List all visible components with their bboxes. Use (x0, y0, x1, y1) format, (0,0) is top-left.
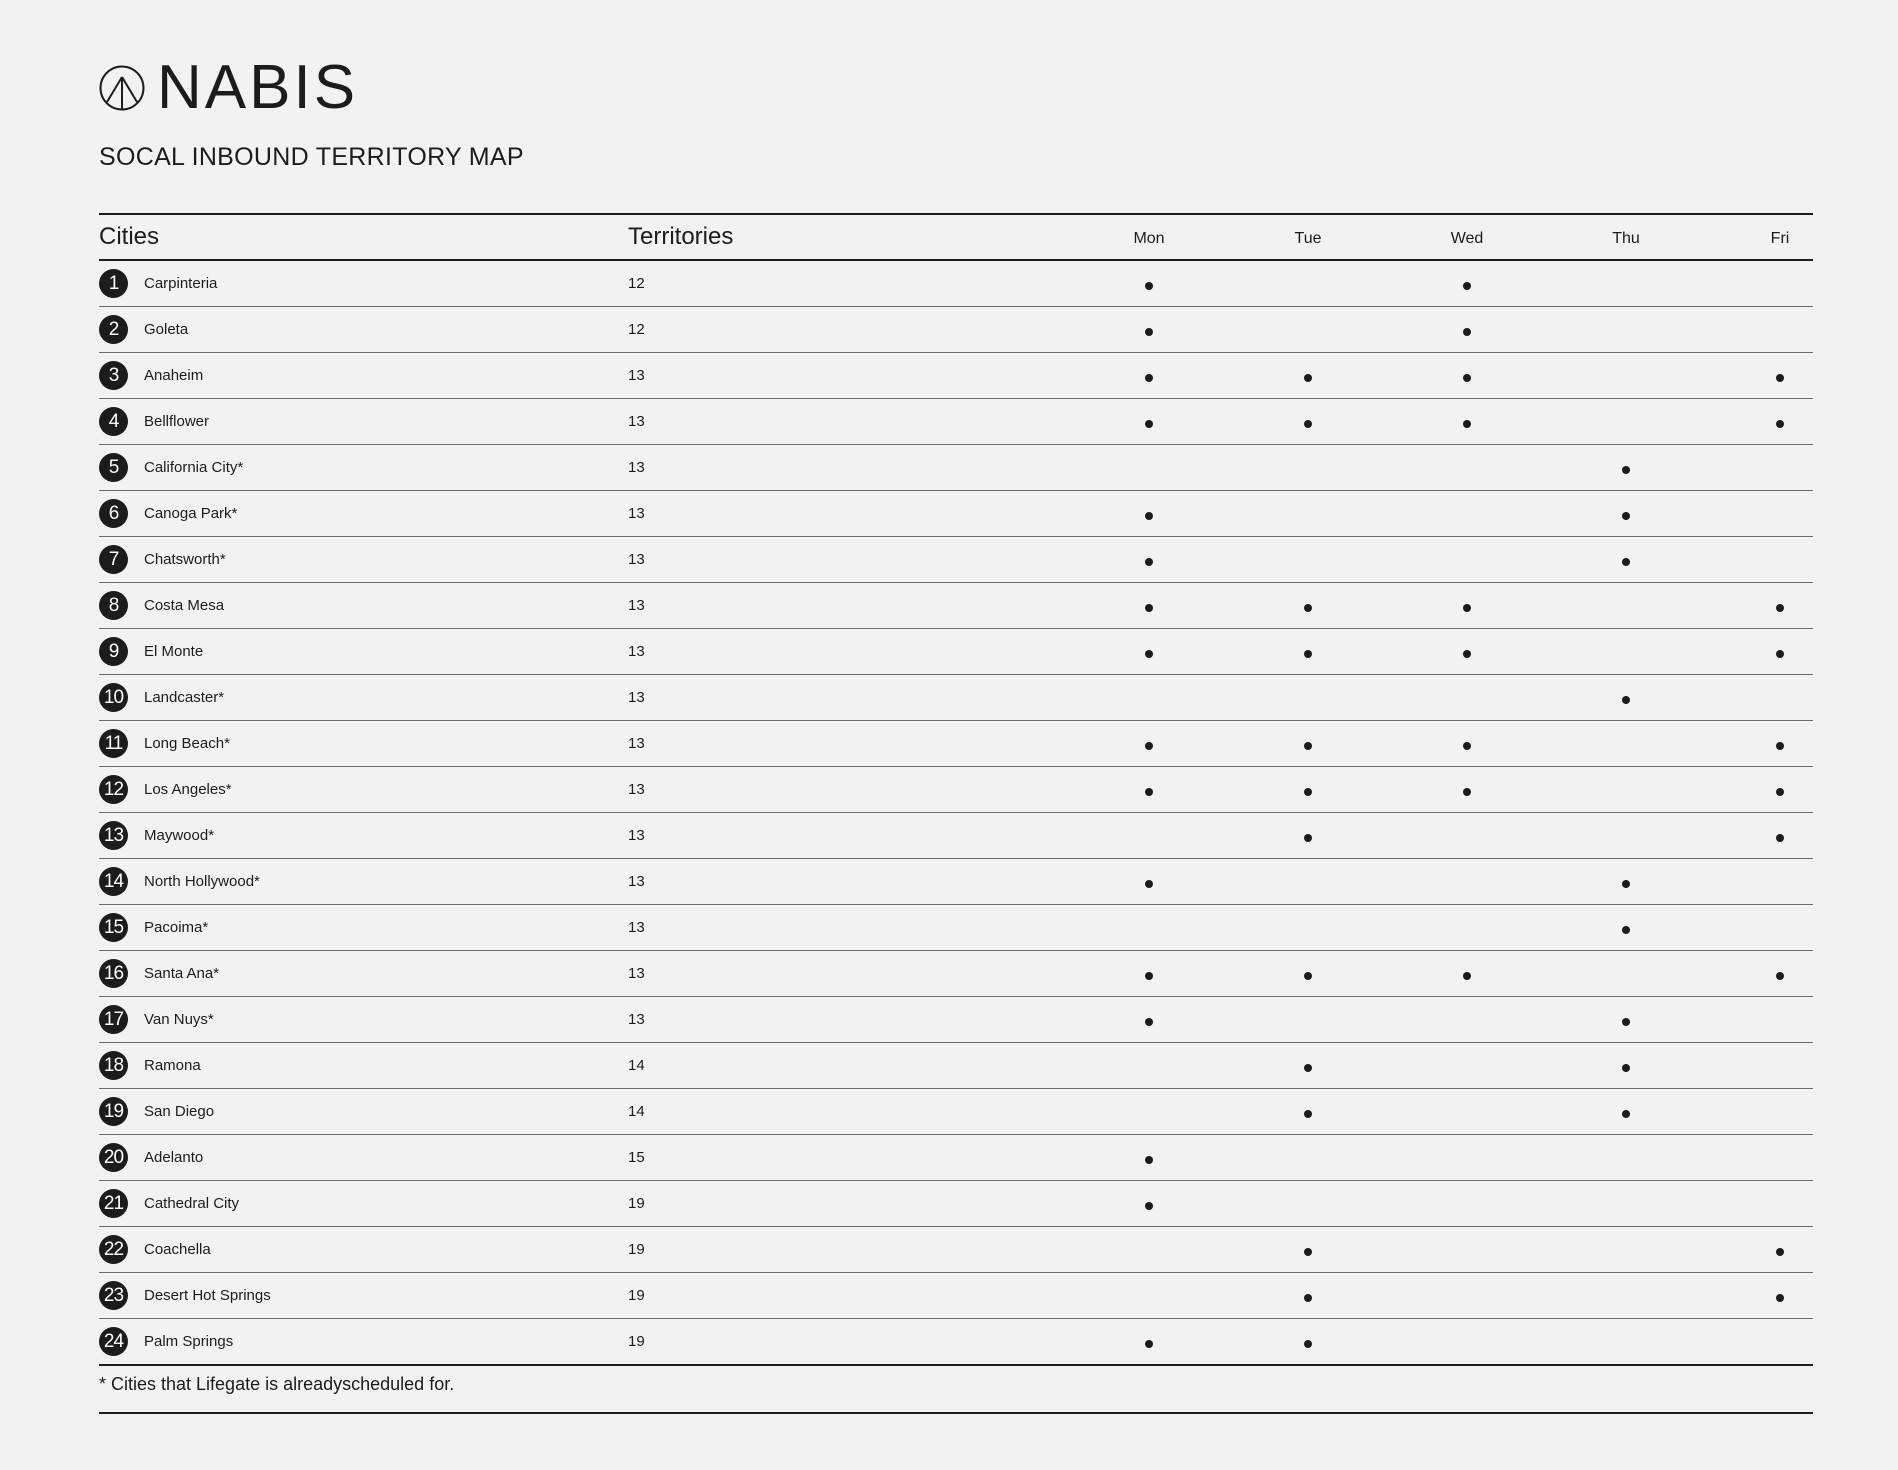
schedule-dot-wed (1463, 650, 1471, 658)
city-name: Los Angeles* (144, 781, 232, 798)
territory-number: 13 (628, 643, 645, 660)
column-header-thu: Thu (1612, 230, 1640, 247)
schedule-dot-wed (1463, 742, 1471, 750)
territory-number: 13 (628, 505, 645, 522)
row-number-badge: 21 (99, 1189, 128, 1218)
territory-number: 13 (628, 965, 645, 982)
schedule-dot-wed (1463, 328, 1471, 336)
footnote-section (99, 1356, 1813, 1414)
schedule-dot-fri (1776, 788, 1784, 796)
table-row (99, 1043, 1813, 1089)
schedule-dot-mon (1145, 420, 1153, 428)
row-number-badge: 18 (99, 1051, 128, 1080)
schedule-dot-mon (1145, 972, 1153, 980)
row-number-badge: 2 (99, 315, 128, 344)
city-name: Anaheim (144, 367, 204, 384)
table-row (99, 629, 1813, 675)
column-header-territories: Territories (628, 223, 734, 250)
table-row (99, 1135, 1813, 1181)
schedule-dot-fri (1776, 1294, 1784, 1302)
table-row (99, 1273, 1813, 1319)
row-number-badge: 15 (99, 913, 128, 942)
table-row (99, 721, 1813, 767)
nabis-logo-icon (99, 65, 145, 111)
table-row (99, 675, 1813, 721)
schedule-dot-fri (1776, 972, 1784, 980)
territory-number: 13 (628, 827, 645, 844)
row-number-badge: 12 (99, 775, 128, 804)
schedule-dot-mon (1145, 650, 1153, 658)
schedule-dot-wed (1463, 604, 1471, 612)
schedule-dot-mon (1145, 512, 1153, 520)
schedule-dot-fri (1776, 374, 1784, 382)
schedule-dot-fri (1776, 1248, 1784, 1256)
column-header-fri: Fri (1770, 230, 1790, 247)
schedule-dot-tue (1304, 374, 1312, 382)
row-number-badge: 10 (99, 683, 128, 712)
schedule-dot-thu (1622, 1018, 1630, 1026)
territory-number: 13 (628, 551, 645, 568)
schedule-dot-mon (1145, 374, 1153, 382)
schedule-dot-thu (1622, 512, 1630, 520)
schedule-dot-fri (1776, 420, 1784, 428)
table-row (99, 445, 1813, 491)
territory-number: 19 (628, 1333, 645, 1350)
row-number-badge: 4 (99, 407, 128, 436)
table-row (99, 583, 1813, 629)
schedule-dot-tue (1304, 420, 1312, 428)
territory-number: 13 (628, 367, 645, 384)
table-row (99, 537, 1813, 583)
schedule-dot-thu (1622, 1064, 1630, 1072)
territory-number: 13 (628, 781, 645, 798)
city-name: Pacoima* (144, 919, 209, 936)
city-name: Canoga Park* (144, 505, 238, 522)
territory-number: 15 (628, 1149, 645, 1166)
territory-number: 13 (628, 1011, 645, 1028)
table-row (99, 905, 1813, 951)
schedule-dot-tue (1304, 788, 1312, 796)
row-number-badge: 3 (99, 361, 128, 390)
schedule-dot-mon (1145, 328, 1153, 336)
row-number-badge: 19 (99, 1097, 128, 1126)
table-row (99, 307, 1813, 353)
territory-table (99, 213, 1813, 1366)
schedule-dot-thu (1622, 466, 1630, 474)
row-number-badge: 8 (99, 591, 128, 620)
row-number-badge: 24 (99, 1327, 128, 1356)
table-row (99, 767, 1813, 813)
city-name: Ramona (144, 1057, 201, 1074)
city-name: Carpinteria (144, 275, 218, 292)
row-number-badge: 5 (99, 453, 128, 482)
table-body (99, 261, 1813, 1366)
table-row (99, 1181, 1813, 1227)
footnote: * Cities that Lifegate is alreadyscheduled for. (99, 1374, 455, 1394)
schedule-dot-tue (1304, 604, 1312, 612)
schedule-dot-thu (1622, 558, 1630, 566)
row-number-badge: 16 (99, 959, 128, 988)
schedule-dot-fri (1776, 604, 1784, 612)
schedule-dot-tue (1304, 1248, 1312, 1256)
schedule-dot-tue (1304, 1110, 1312, 1118)
brand-header (99, 53, 359, 122)
table-row (99, 813, 1813, 859)
row-number-badge: 17 (99, 1005, 128, 1034)
row-number-badge: 1 (99, 269, 128, 298)
city-name: San Diego (144, 1103, 215, 1120)
table-header (99, 213, 1813, 261)
row-number-badge: 23 (99, 1281, 128, 1310)
schedule-dot-mon (1145, 604, 1153, 612)
column-header-mon: Mon (1133, 230, 1165, 247)
city-name: Coachella (144, 1241, 211, 1258)
schedule-dot-tue (1304, 650, 1312, 658)
schedule-dot-tue (1304, 1064, 1312, 1072)
city-name: North Hollywood* (144, 873, 260, 890)
schedule-dot-thu (1622, 880, 1630, 888)
schedule-dot-tue (1304, 834, 1312, 842)
territory-number: 14 (628, 1057, 645, 1074)
schedule-dot-mon (1145, 880, 1153, 888)
table-row (99, 1227, 1813, 1273)
territory-number: 13 (628, 413, 645, 430)
row-number-badge: 6 (99, 499, 128, 528)
schedule-dot-tue (1304, 1294, 1312, 1302)
page-title: SOCAL INBOUND TERRITORY MAP (99, 143, 524, 171)
schedule-dot-tue (1304, 1340, 1312, 1348)
territory-number: 13 (628, 873, 645, 890)
column-header-wed: Wed (1450, 230, 1484, 247)
schedule-dot-fri (1776, 834, 1784, 842)
schedule-dot-fri (1776, 650, 1784, 658)
table-row (99, 1089, 1813, 1135)
schedule-dot-mon (1145, 788, 1153, 796)
city-name: Palm Springs (144, 1333, 234, 1350)
table-row (99, 399, 1813, 445)
schedule-dot-mon (1145, 1018, 1153, 1026)
territory-number: 19 (628, 1241, 645, 1258)
city-name: Landcaster* (144, 689, 225, 706)
territory-number: 12 (628, 321, 645, 338)
territory-number: 13 (628, 459, 645, 476)
schedule-dot-mon (1145, 1340, 1153, 1348)
table-row (99, 997, 1813, 1043)
territory-number: 12 (628, 275, 645, 292)
schedule-dot-mon (1145, 1156, 1153, 1164)
territory-number: 13 (628, 689, 645, 706)
territory-number: 19 (628, 1287, 645, 1304)
territory-number: 14 (628, 1103, 645, 1120)
city-name: California City* (144, 459, 244, 476)
schedule-dot-wed (1463, 788, 1471, 796)
city-name: Goleta (144, 321, 189, 338)
schedule-dot-wed (1463, 972, 1471, 980)
schedule-dot-tue (1304, 972, 1312, 980)
row-number-badge: 22 (99, 1235, 128, 1264)
schedule-dot-tue (1304, 742, 1312, 750)
row-number-badge: 9 (99, 637, 128, 666)
schedule-dot-wed (1463, 282, 1471, 290)
row-number-badge: 20 (99, 1143, 128, 1172)
territory-number: 13 (628, 597, 645, 614)
city-name: Chatsworth* (144, 551, 226, 568)
city-name: Long Beach* (144, 735, 230, 752)
schedule-dot-fri (1776, 742, 1784, 750)
territory-number: 19 (628, 1195, 645, 1212)
schedule-dot-thu (1622, 926, 1630, 934)
row-number-badge: 13 (99, 821, 128, 850)
row-number-badge: 14 (99, 867, 128, 896)
row-number-badge: 11 (99, 729, 128, 758)
territory-number: 13 (628, 919, 645, 936)
table-row (99, 491, 1813, 537)
territory-number: 13 (628, 735, 645, 752)
city-name: Desert Hot Springs (144, 1287, 271, 1304)
city-name: Costa Mesa (144, 597, 225, 614)
brand-name: NABIS (157, 53, 359, 122)
schedule-dot-thu (1622, 1110, 1630, 1118)
table-row (99, 353, 1813, 399)
schedule-dot-wed (1463, 374, 1471, 382)
schedule-dot-mon (1145, 282, 1153, 290)
schedule-dot-thu (1622, 696, 1630, 704)
city-name: El Monte (144, 643, 204, 660)
column-header-tue: Tue (1294, 230, 1322, 247)
schedule-dot-mon (1145, 1202, 1153, 1210)
city-name: Van Nuys* (144, 1011, 214, 1028)
city-name: Cathedral City (144, 1195, 240, 1212)
schedule-dot-wed (1463, 420, 1471, 428)
table-row (99, 261, 1813, 307)
city-name: Santa Ana* (144, 965, 220, 982)
schedule-dot-mon (1145, 558, 1153, 566)
schedule-dot-mon (1145, 742, 1153, 750)
city-name: Adelanto (144, 1149, 204, 1166)
city-name: Bellflower (144, 413, 210, 430)
table-row (99, 859, 1813, 905)
row-number-badge: 7 (99, 545, 128, 574)
table-row (99, 951, 1813, 997)
column-header-cities: Cities (99, 223, 160, 250)
city-name: Maywood* (144, 827, 215, 844)
